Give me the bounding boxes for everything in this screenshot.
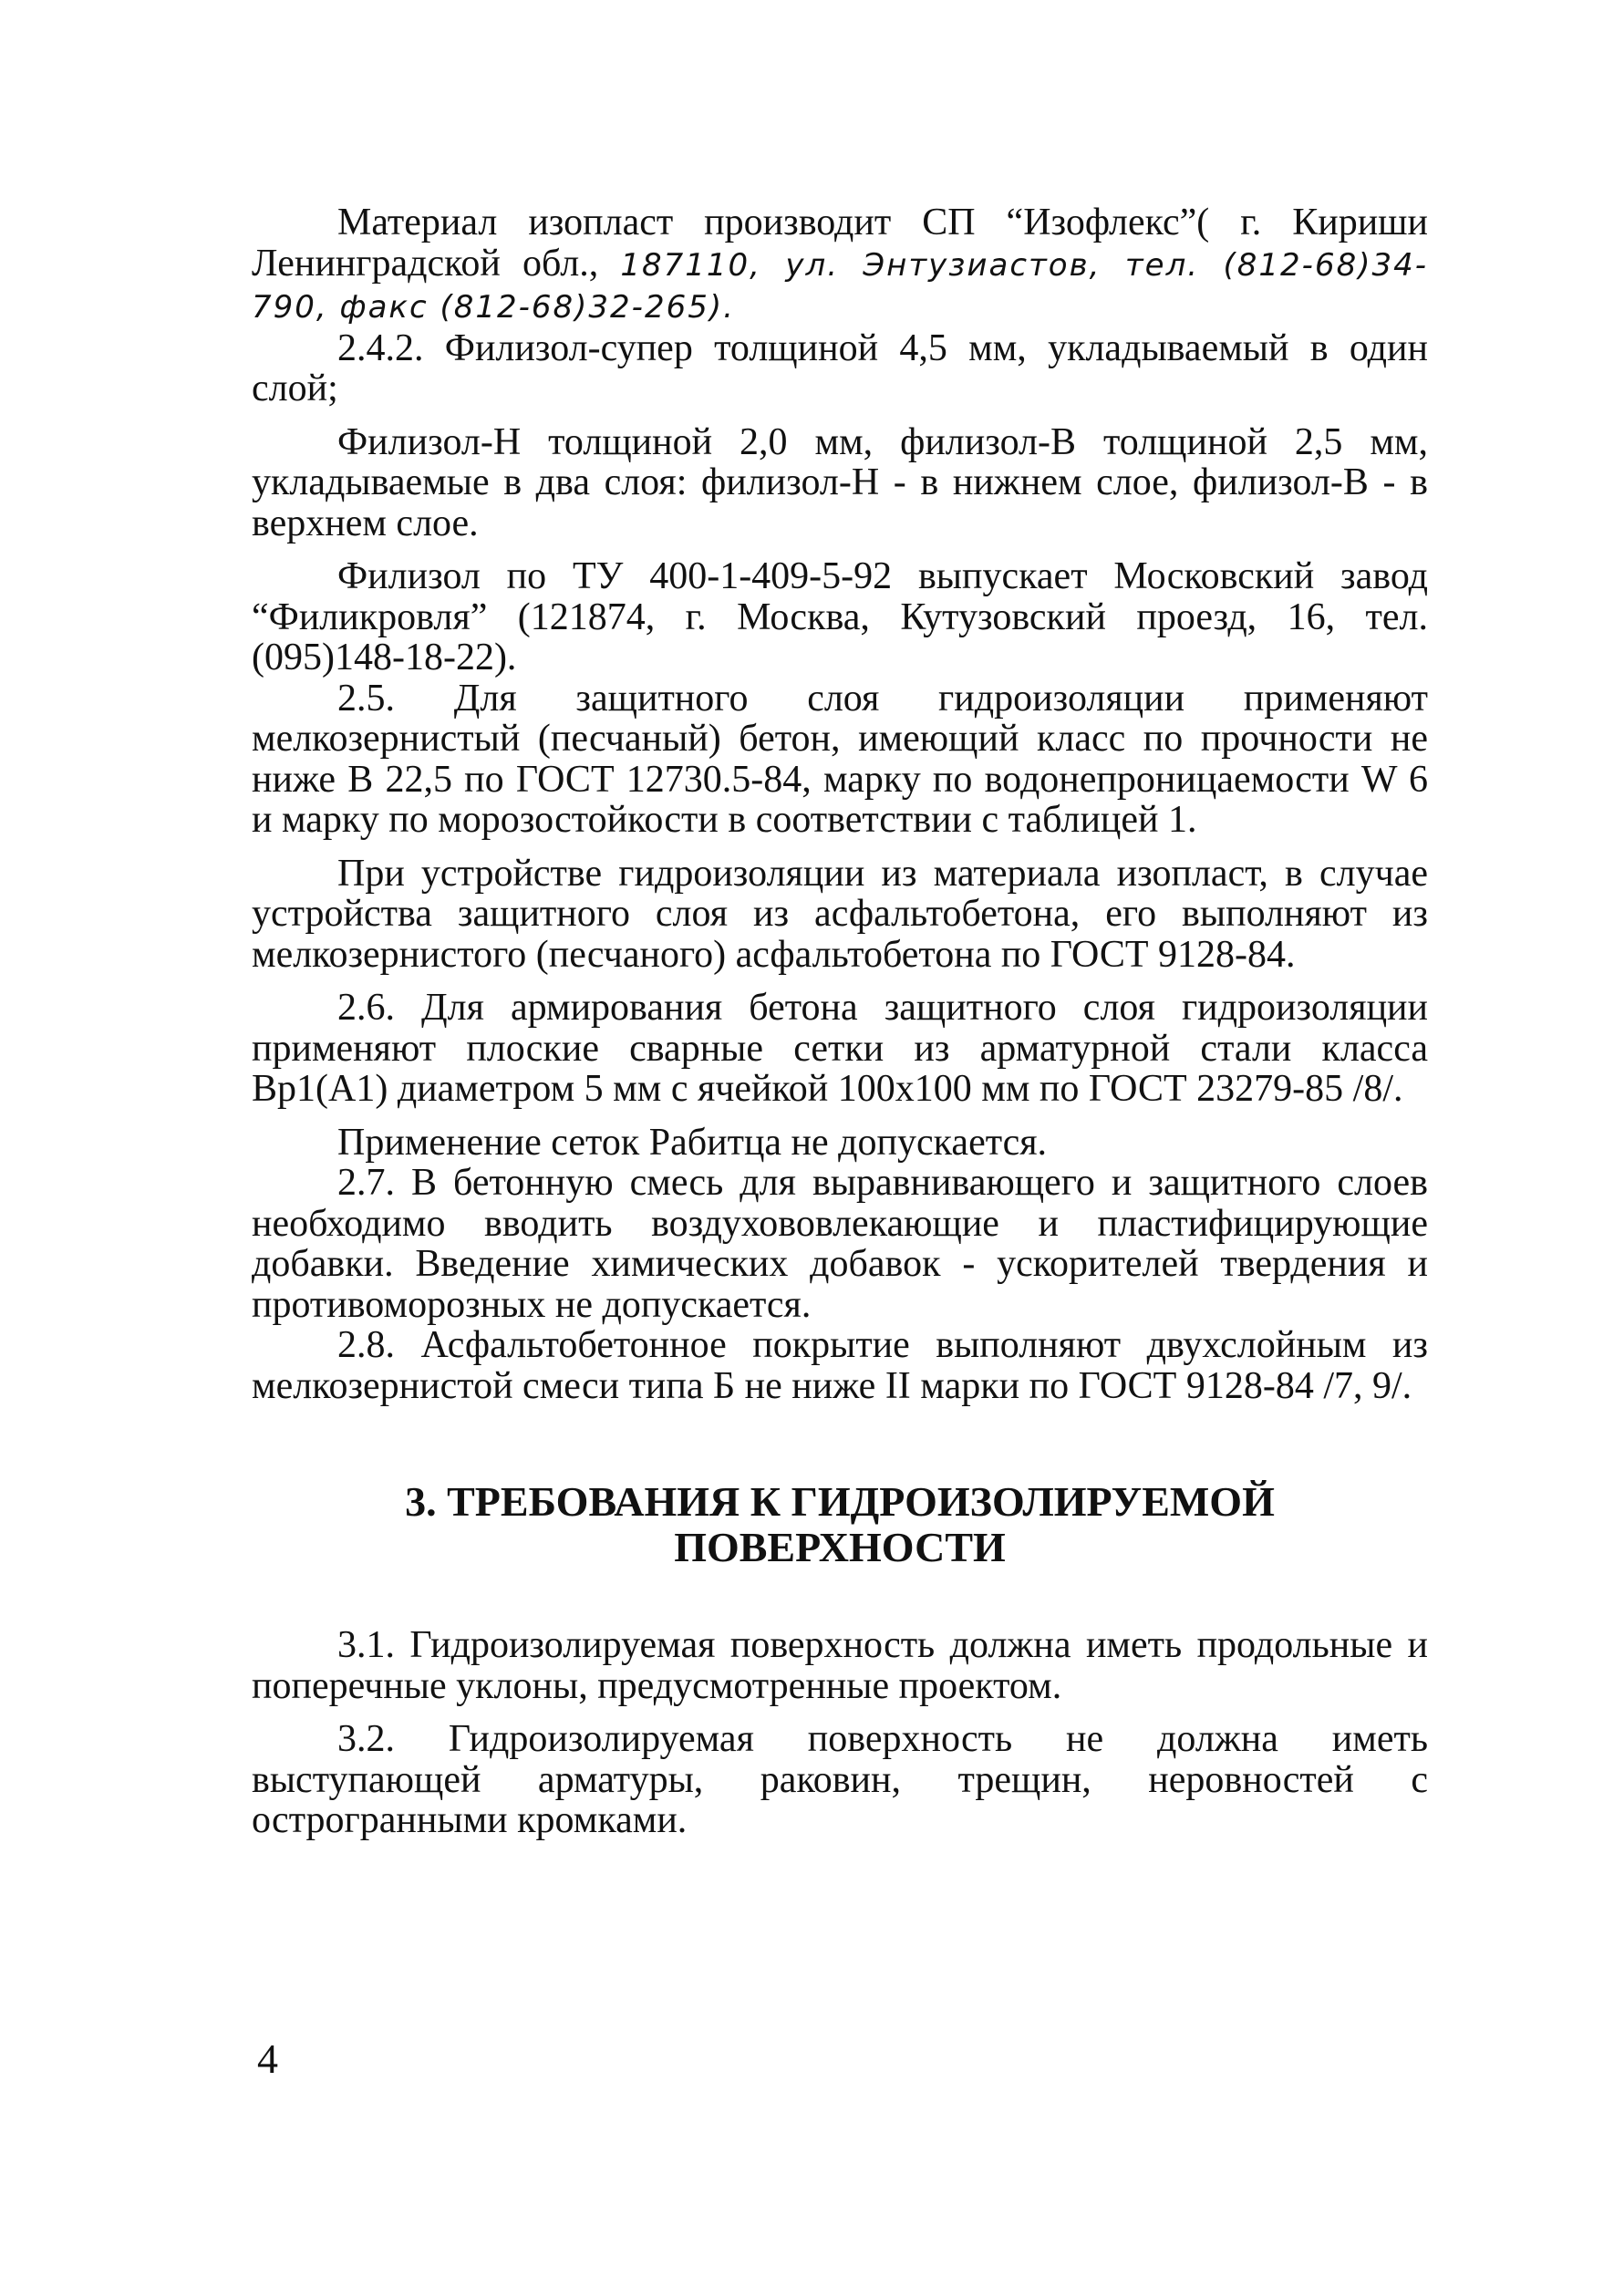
paragraph-2-6: 2.6. Для армирования бетона защитного слоя гидроизоляции применяют плоские сварные сетки из арматурной стали класса Вр1(А1) диаметром 5 мм с ячейкой 100х100 мм по ГОСТ 23279-85 /8/. — [252, 987, 1428, 1110]
section-3-heading-line2: ПОВЕРХНОСТИ — [674, 1524, 1006, 1570]
body-text — [252, 202, 1428, 1841]
page-number: 4 — [257, 2035, 278, 2082]
paragraph-2-4-2: 2.4.2. Филизол-супер толщиной 4,5 мм, укладываемый в один слой; — [252, 326, 1428, 409]
paragraph-filizol-n: Филизол-Н толщиной 2,0 мм, филизол-В толщиной 2,5 мм, укладываемые в два слоя: филизол-Н - в нижнем слое, филизол-В - в верхнем слое. — [252, 420, 1428, 544]
paragraph-2-8: 2.8. Асфальтобетонное покрытие выполняют двухслойным из мелкозернистой смеси типа Б не ниже II марки по ГОСТ 9128-84 /7, 9/. — [252, 1324, 1428, 1407]
paragraph-2-7: 2.7. В бетонную смесь для выравнивающего и защитного слоев необходимо вводить воздухововлекающие и пластифицирующие добавки. Введение химических добавок - ускорителей твердения и противоморозных не допускается. — [252, 1162, 1428, 1326]
handwritten-address: 187110, ул. Энтузиастов, тел. (812-68)34-790, факс (812-68)32-265). — [252, 246, 1428, 326]
section-3-heading — [252, 1479, 1428, 1570]
paragraph-3-1: 3.1. Гидроизолируемая поверхность должна иметь продольные и поперечные уклоны, предусмотренные проектом. — [252, 1624, 1428, 1707]
section-3-heading-line1: 3. ТРЕБОВАНИЯ К ГИДРОИЗОЛИРУЕМОЙ — [405, 1478, 1275, 1525]
paragraph-filizol-tu: Филизол по ТУ 400-1-409-5-92 выпускает Московский завод “Филикровля” (121874, г. Москва, Кутузовский проезд, 16, тел. (095)148-18-22). — [252, 555, 1428, 678]
paragraph-2-5: 2.5. Для защитного слоя гидроизоляции применяют мелкозернистый (песчаный) бетон, имеющий класс по прочности не ниже В 22,5 по ГОСТ 12730.5-84, марку по водонепроницаемости W 6 и марку по морозостойкости в соответствии с таблицей 1. — [252, 677, 1428, 841]
paragraph-izoplast-asphalt: При устройстве гидроизоляции из материала изопласт, в случае устройства защитного слоя из асфальтобетона, его выполняют из мелкозернистого (песчаного) асфальтобетона по ГОСТ 9128-84. — [252, 852, 1428, 976]
paragraph-izoplast-print: Материал изопласт производит СП “Изофлекс”( г. Кириши Ленинградской обл., — [252, 202, 1428, 285]
paragraph-rabitz: Применение сеток Рабитца не допускается. — [337, 1121, 1048, 1164]
paragraph-3-2: 3.2. Гидроизолируемая поверхность не должна иметь выступающей арматуры, раковин, трещин, неровностей с острогранными кромками. — [252, 1718, 1428, 1841]
paragraph-izoplast — [252, 202, 1428, 328]
